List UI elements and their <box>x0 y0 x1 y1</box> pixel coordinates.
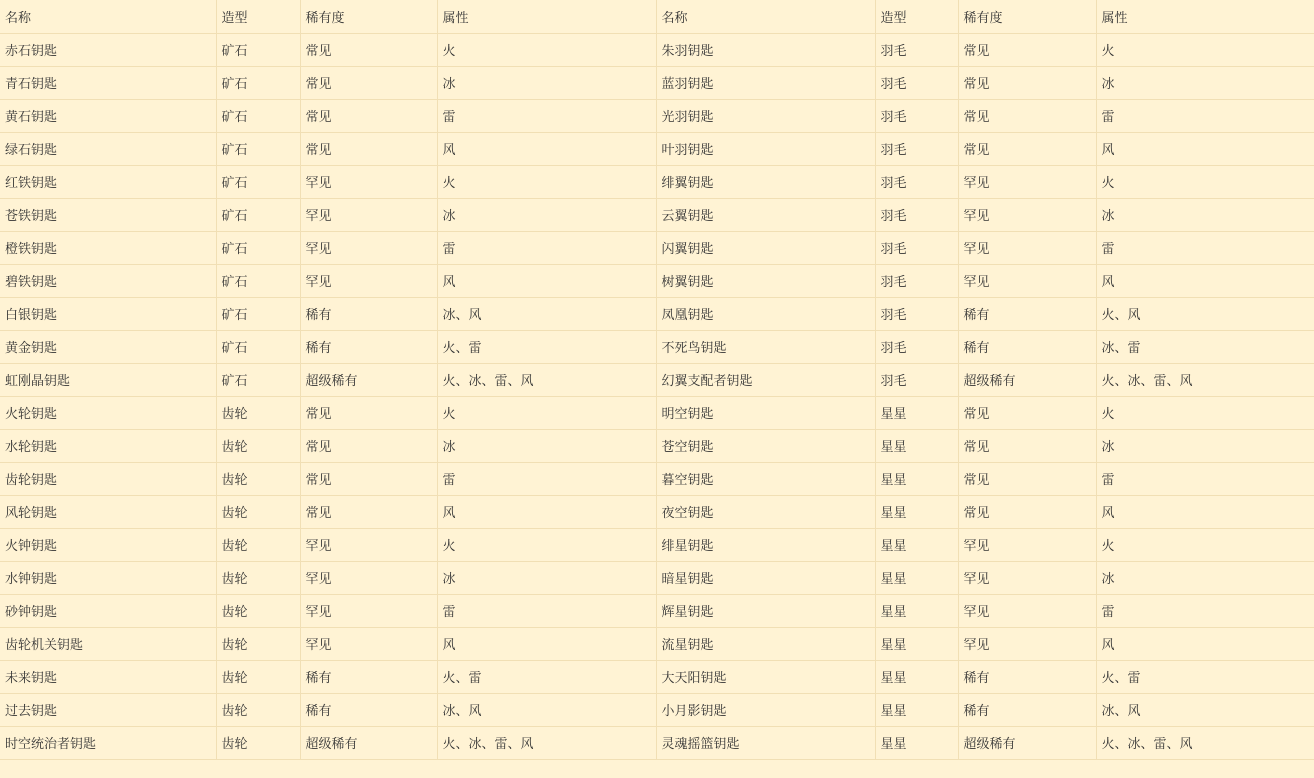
cell-name-2: 绯翼钥匙 <box>656 165 875 198</box>
cell-attribute: 冰 <box>437 429 656 462</box>
cell-attribute-2: 雷 <box>1096 231 1314 264</box>
cell-rarity: 常见 <box>300 495 437 528</box>
cell-rarity-2: 常见 <box>958 429 1096 462</box>
cell-attribute: 火 <box>437 165 656 198</box>
cell-rarity-2: 常见 <box>958 33 1096 66</box>
cell-name-2: 明空钥匙 <box>656 396 875 429</box>
cell-rarity: 稀有 <box>300 660 437 693</box>
cell-shape-2: 星星 <box>875 726 958 759</box>
cell-name-2: 小月影钥匙 <box>656 693 875 726</box>
table-row <box>0 528 1314 561</box>
cell-name-2: 不死鸟钥匙 <box>656 330 875 363</box>
cell-shape: 齿轮 <box>216 429 300 462</box>
cell-rarity: 常见 <box>300 66 437 99</box>
cell-rarity-2: 罕见 <box>958 231 1096 264</box>
cell-shape-2: 星星 <box>875 627 958 660</box>
cell-name-2: 幻翼支配者钥匙 <box>656 363 875 396</box>
cell-shape-2: 羽毛 <box>875 198 958 231</box>
cell-name: 砂钟钥匙 <box>0 594 216 627</box>
table-header-row <box>0 0 1314 33</box>
cell-name: 黄石钥匙 <box>0 99 216 132</box>
cell-name-2: 叶羽钥匙 <box>656 132 875 165</box>
table-row <box>0 660 1314 693</box>
cell-shape: 齿轮 <box>216 594 300 627</box>
cell-shape-2: 羽毛 <box>875 99 958 132</box>
cell-name: 齿轮钥匙 <box>0 462 216 495</box>
cell-shape: 矿石 <box>216 66 300 99</box>
cell-rarity: 常见 <box>300 429 437 462</box>
cell-rarity: 常见 <box>300 99 437 132</box>
cell-rarity: 罕见 <box>300 165 437 198</box>
cell-shape-2: 羽毛 <box>875 231 958 264</box>
cell-rarity: 稀有 <box>300 693 437 726</box>
cell-attribute-2: 雷 <box>1096 99 1314 132</box>
cell-name: 火钟钥匙 <box>0 528 216 561</box>
cell-shape: 矿石 <box>216 231 300 264</box>
cell-attribute: 冰 <box>437 66 656 99</box>
cell-rarity: 罕见 <box>300 264 437 297</box>
cell-shape: 矿石 <box>216 33 300 66</box>
cell-name-2: 树翼钥匙 <box>656 264 875 297</box>
cell-rarity: 超级稀有 <box>300 363 437 396</box>
cell-attribute-2: 火、冰、雷、风 <box>1096 363 1314 396</box>
table-row <box>0 264 1314 297</box>
cell-attribute: 火 <box>437 33 656 66</box>
cell-rarity-2: 稀有 <box>958 297 1096 330</box>
cell-shape: 矿石 <box>216 297 300 330</box>
cell-name-2: 蓝羽钥匙 <box>656 66 875 99</box>
cell-shape: 矿石 <box>216 264 300 297</box>
table-row <box>0 198 1314 231</box>
cell-rarity: 常见 <box>300 132 437 165</box>
cell-shape-2: 羽毛 <box>875 33 958 66</box>
cell-shape: 齿轮 <box>216 726 300 759</box>
cell-name: 齿轮机关钥匙 <box>0 627 216 660</box>
cell-attribute-2: 火 <box>1096 165 1314 198</box>
cell-attribute-2: 火、雷 <box>1096 660 1314 693</box>
cell-rarity-2: 稀有 <box>958 330 1096 363</box>
cell-attribute: 冰、风 <box>437 693 656 726</box>
cell-rarity-2: 罕见 <box>958 198 1096 231</box>
cell-shape: 齿轮 <box>216 693 300 726</box>
cell-attribute: 雷 <box>437 99 656 132</box>
header-shape: 造型 <box>216 0 300 33</box>
cell-attribute-2: 风 <box>1096 264 1314 297</box>
cell-name-2: 凤凰钥匙 <box>656 297 875 330</box>
cell-rarity: 罕见 <box>300 231 437 264</box>
cell-attribute-2: 火、冰、雷、风 <box>1096 726 1314 759</box>
header-name: 名称 <box>0 0 216 33</box>
cell-name: 虹刚晶钥匙 <box>0 363 216 396</box>
cell-name-2: 云翼钥匙 <box>656 198 875 231</box>
cell-name-2: 灵魂摇篮钥匙 <box>656 726 875 759</box>
cell-name: 过去钥匙 <box>0 693 216 726</box>
cell-shape-2: 星星 <box>875 462 958 495</box>
cell-rarity-2: 罕见 <box>958 594 1096 627</box>
table-row <box>0 495 1314 528</box>
cell-attribute-2: 冰 <box>1096 561 1314 594</box>
cell-name-2: 闪翼钥匙 <box>656 231 875 264</box>
cell-shape-2: 羽毛 <box>875 66 958 99</box>
cell-attribute-2: 冰 <box>1096 429 1314 462</box>
cell-shape-2: 羽毛 <box>875 330 958 363</box>
cell-attribute: 冰 <box>437 198 656 231</box>
cell-rarity-2: 罕见 <box>958 528 1096 561</box>
cell-attribute: 风 <box>437 495 656 528</box>
table-row <box>0 462 1314 495</box>
cell-shape-2: 星星 <box>875 495 958 528</box>
cell-rarity-2: 罕见 <box>958 627 1096 660</box>
cell-name: 赤石钥匙 <box>0 33 216 66</box>
cell-attribute-2: 雷 <box>1096 462 1314 495</box>
table-row <box>0 33 1314 66</box>
cell-rarity-2: 常见 <box>958 396 1096 429</box>
cell-rarity: 罕见 <box>300 594 437 627</box>
cell-attribute: 火 <box>437 396 656 429</box>
cell-attribute-2: 冰、风 <box>1096 693 1314 726</box>
cell-shape: 矿石 <box>216 165 300 198</box>
table-row <box>0 627 1314 660</box>
cell-attribute-2: 火 <box>1096 33 1314 66</box>
header-shape-2: 造型 <box>875 0 958 33</box>
cell-rarity-2: 常见 <box>958 66 1096 99</box>
cell-rarity-2: 常见 <box>958 132 1096 165</box>
cell-attribute: 风 <box>437 264 656 297</box>
cell-rarity-2: 常见 <box>958 495 1096 528</box>
cell-name: 红铁钥匙 <box>0 165 216 198</box>
cell-shape: 矿石 <box>216 99 300 132</box>
cell-name-2: 光羽钥匙 <box>656 99 875 132</box>
cell-name: 苍铁钥匙 <box>0 198 216 231</box>
cell-attribute-2: 火、风 <box>1096 297 1314 330</box>
table-row <box>0 693 1314 726</box>
cell-name: 碧铁钥匙 <box>0 264 216 297</box>
cell-attribute: 火、雷 <box>437 330 656 363</box>
cell-shape: 齿轮 <box>216 396 300 429</box>
cell-attribute-2: 雷 <box>1096 594 1314 627</box>
cell-rarity-2: 罕见 <box>958 165 1096 198</box>
table-body <box>0 33 1314 759</box>
cell-attribute-2: 风 <box>1096 495 1314 528</box>
cell-shape: 齿轮 <box>216 660 300 693</box>
cell-name-2: 苍空钥匙 <box>656 429 875 462</box>
cell-shape: 矿石 <box>216 132 300 165</box>
cell-rarity: 罕见 <box>300 561 437 594</box>
cell-name: 水轮钥匙 <box>0 429 216 462</box>
cell-rarity-2: 稀有 <box>958 693 1096 726</box>
cell-attribute-2: 冰、雷 <box>1096 330 1314 363</box>
table-row <box>0 165 1314 198</box>
cell-shape-2: 星星 <box>875 660 958 693</box>
cell-rarity-2: 常见 <box>958 462 1096 495</box>
cell-rarity: 罕见 <box>300 528 437 561</box>
cell-attribute: 雷 <box>437 594 656 627</box>
cell-attribute-2: 风 <box>1096 627 1314 660</box>
header-attribute-2: 属性 <box>1096 0 1314 33</box>
cell-shape: 矿石 <box>216 330 300 363</box>
cell-rarity: 稀有 <box>300 297 437 330</box>
cell-name: 黄金钥匙 <box>0 330 216 363</box>
cell-shape-2: 星星 <box>875 594 958 627</box>
cell-name-2: 流星钥匙 <box>656 627 875 660</box>
cell-name-2: 暮空钥匙 <box>656 462 875 495</box>
cell-attribute-2: 风 <box>1096 132 1314 165</box>
cell-shape: 矿石 <box>216 363 300 396</box>
cell-name: 白银钥匙 <box>0 297 216 330</box>
cell-rarity: 常见 <box>300 462 437 495</box>
cell-shape-2: 羽毛 <box>875 363 958 396</box>
cell-attribute: 风 <box>437 627 656 660</box>
cell-attribute: 火、雷 <box>437 660 656 693</box>
cell-rarity: 稀有 <box>300 330 437 363</box>
cell-shape-2: 羽毛 <box>875 264 958 297</box>
cell-rarity: 超级稀有 <box>300 726 437 759</box>
cell-attribute: 冰、风 <box>437 297 656 330</box>
cell-shape: 矿石 <box>216 198 300 231</box>
cell-rarity-2: 超级稀有 <box>958 363 1096 396</box>
cell-name: 未来钥匙 <box>0 660 216 693</box>
table-row <box>0 297 1314 330</box>
cell-name: 橙铁钥匙 <box>0 231 216 264</box>
table-row <box>0 231 1314 264</box>
cell-rarity: 罕见 <box>300 627 437 660</box>
table-row <box>0 330 1314 363</box>
cell-attribute: 火、冰、雷、风 <box>437 726 656 759</box>
cell-shape: 齿轮 <box>216 561 300 594</box>
cell-name: 时空统治者钥匙 <box>0 726 216 759</box>
cell-attribute: 雷 <box>437 231 656 264</box>
cell-name-2: 朱羽钥匙 <box>656 33 875 66</box>
table-row <box>0 99 1314 132</box>
cell-name: 青石钥匙 <box>0 66 216 99</box>
cell-attribute: 冰 <box>437 561 656 594</box>
header-rarity-2: 稀有度 <box>958 0 1096 33</box>
table-row <box>0 132 1314 165</box>
header-name-2: 名称 <box>656 0 875 33</box>
cell-attribute-2: 冰 <box>1096 198 1314 231</box>
cell-attribute: 火 <box>437 528 656 561</box>
table-row <box>0 66 1314 99</box>
cell-shape-2: 星星 <box>875 528 958 561</box>
cell-name-2: 暗星钥匙 <box>656 561 875 594</box>
header-attribute: 属性 <box>437 0 656 33</box>
cell-name-2: 夜空钥匙 <box>656 495 875 528</box>
table-row <box>0 561 1314 594</box>
table-row <box>0 594 1314 627</box>
table-row <box>0 363 1314 396</box>
cell-shape-2: 羽毛 <box>875 165 958 198</box>
cell-shape: 齿轮 <box>216 462 300 495</box>
cell-attribute: 火、冰、雷、风 <box>437 363 656 396</box>
cell-shape-2: 星星 <box>875 396 958 429</box>
cell-shape-2: 星星 <box>875 693 958 726</box>
cell-shape: 齿轮 <box>216 495 300 528</box>
cell-rarity: 罕见 <box>300 198 437 231</box>
cell-name-2: 辉星钥匙 <box>656 594 875 627</box>
cell-shape: 齿轮 <box>216 627 300 660</box>
cell-attribute: 风 <box>437 132 656 165</box>
cell-rarity-2: 常见 <box>958 99 1096 132</box>
cell-name: 水钟钥匙 <box>0 561 216 594</box>
cell-rarity-2: 罕见 <box>958 264 1096 297</box>
cell-name: 火轮钥匙 <box>0 396 216 429</box>
cell-name: 风轮钥匙 <box>0 495 216 528</box>
header-rarity: 稀有度 <box>300 0 437 33</box>
table-row <box>0 726 1314 759</box>
cell-attribute-2: 冰 <box>1096 66 1314 99</box>
cell-rarity-2: 稀有 <box>958 660 1096 693</box>
cell-shape: 齿轮 <box>216 528 300 561</box>
cell-rarity: 常见 <box>300 33 437 66</box>
cell-attribute: 雷 <box>437 462 656 495</box>
cell-shape-2: 星星 <box>875 561 958 594</box>
cell-shape-2: 羽毛 <box>875 132 958 165</box>
cell-name: 绿石钥匙 <box>0 132 216 165</box>
cell-rarity-2: 超级稀有 <box>958 726 1096 759</box>
table-row <box>0 429 1314 462</box>
table-row <box>0 396 1314 429</box>
cell-shape-2: 星星 <box>875 429 958 462</box>
cell-rarity-2: 罕见 <box>958 561 1096 594</box>
cell-shape-2: 羽毛 <box>875 297 958 330</box>
cell-name-2: 绯星钥匙 <box>656 528 875 561</box>
cell-rarity: 常见 <box>300 396 437 429</box>
cell-attribute-2: 火 <box>1096 396 1314 429</box>
cell-attribute-2: 火 <box>1096 528 1314 561</box>
cell-name-2: 大天阳钥匙 <box>656 660 875 693</box>
